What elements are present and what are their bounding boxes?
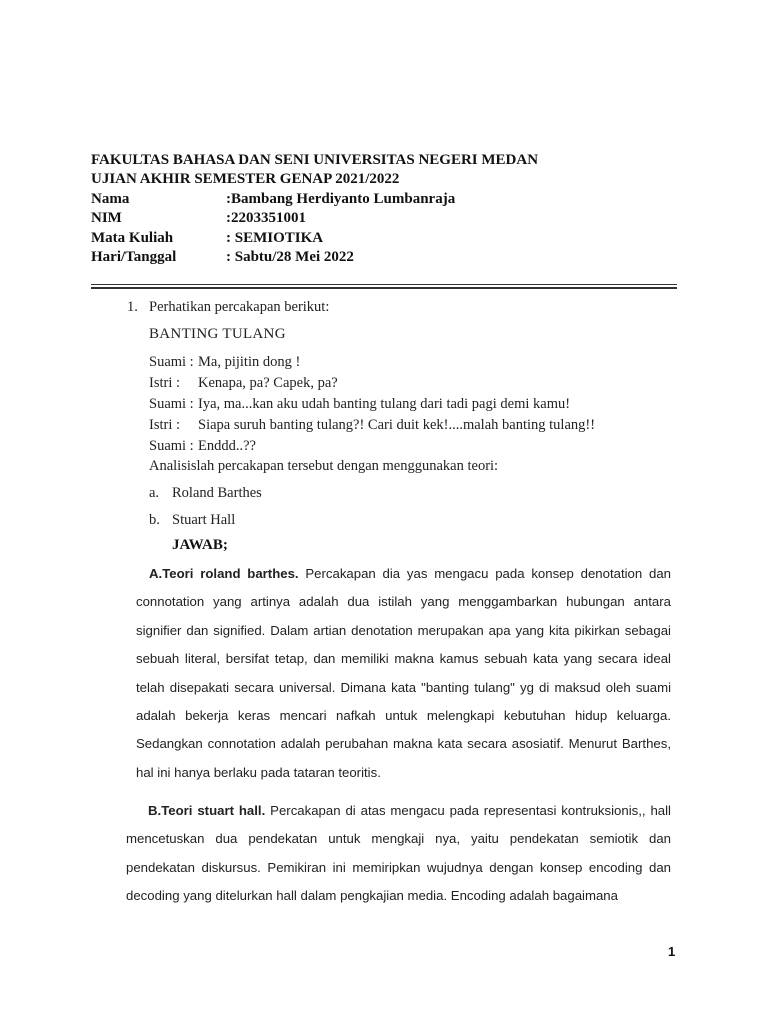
exam-title: UJIAN AKHIR SEMESTER GENAP 2021/2022 <box>91 171 400 187</box>
option-letter: b. <box>149 512 160 528</box>
answer-b-body: Percakapan di atas mengacu pada representasi kontruksionis,, hall mencetuskan dua pendekatan untuk mengkaji nya, yaitu pendekatan semiotik dan pendekatan diskursus. Pemikiran ini memiripkan wujudnya dengan konsep encoding dan decoding yang ditelurkan hall dalam pengkajian media. Encoding adalah bagaimana <box>126 803 671 904</box>
speaker: Suami : <box>149 396 194 412</box>
instruction: Analisislah percakapan tersebut dengan menggunakan teori: <box>149 458 499 474</box>
question-number: 1. <box>127 299 138 315</box>
speaker: Suami : <box>149 438 194 454</box>
dialogue-line <box>149 417 595 434</box>
field-value: :2203351001 <box>226 210 306 226</box>
header-divider-thick <box>91 287 677 289</box>
field-value: : SEMIOTIKA <box>226 230 324 246</box>
answer-b-heading: B.Teori stuart hall. <box>148 803 266 818</box>
answer-a-body: Percakapan dia yas mengacu pada konsep denotation dan connotation yang artinya adalah dua istilah yang menggambarkan hubungan antara signifier dan signified. Dalam artian denotation merupakan apa yang kita pikirkan sebagai sebuah literal, bersifat tetap, dan memiliki makna kamus sebuah kata yang secara ideal telah disepakati secara universal. Dimana kata "banting tulang" yg di maksud oleh suami adalah bekerja keras mencari nafkah untuk melengkapi kebutuhan hidup keluarga. Sedangkan connotation adalah perubahan makna kata secara asosiatif. Menurut Barthes, hal ini hanya berlaku pada tataran teoritis. <box>136 566 671 780</box>
speaker: Suami : <box>149 354 194 370</box>
field-label: Hari/Tanggal <box>91 249 177 265</box>
field-label: NIM <box>91 210 122 226</box>
option-roland-barthes: Roland Barthes <box>172 485 262 501</box>
header-divider-thin <box>91 284 677 285</box>
utterance: Kenapa, pa? Capek, pa? <box>198 375 338 391</box>
dialogue-line <box>149 375 338 392</box>
field-value: :Bambang Herdiyanto Lumbanraja <box>226 191 456 207</box>
answer-a-paragraph <box>136 560 671 787</box>
option-letter: a. <box>149 485 160 501</box>
speaker: Istri : <box>149 375 181 391</box>
option-stuart-hall: Stuart Hall <box>172 512 236 528</box>
answer-a-heading: A.Teori roland barthes. <box>149 566 299 581</box>
dialogue-line <box>149 438 256 455</box>
faculty-title: FAKULTAS BAHASA DAN SENI UNIVERSITAS NEGERI MEDAN <box>91 152 539 168</box>
utterance: Enddd..?? <box>198 438 256 454</box>
question-prompt: Perhatikan percakapan berikut: <box>149 299 330 315</box>
page-number: 1 <box>668 944 676 959</box>
dialogue-line <box>149 396 570 413</box>
field-label: Mata Kuliah <box>91 230 174 246</box>
utterance: Ma, pijitin dong ! <box>198 354 301 370</box>
answer-label: JAWAB; <box>172 537 228 553</box>
speaker: Istri : <box>149 417 181 433</box>
field-label: Nama <box>91 191 130 207</box>
utterance: Iya, ma...kan aku udah banting tulang dari tadi pagi demi kamu! <box>198 396 571 412</box>
utterance: Siapa suruh banting tulang?! Cari duit kek!....malah banting tulang!! <box>198 417 596 433</box>
dialogue-line <box>149 354 300 371</box>
dialogue-title: BANTING TULANG <box>149 326 286 342</box>
answer-b-paragraph <box>126 797 671 911</box>
field-value: : Sabtu/28 Mei 2022 <box>226 249 354 265</box>
